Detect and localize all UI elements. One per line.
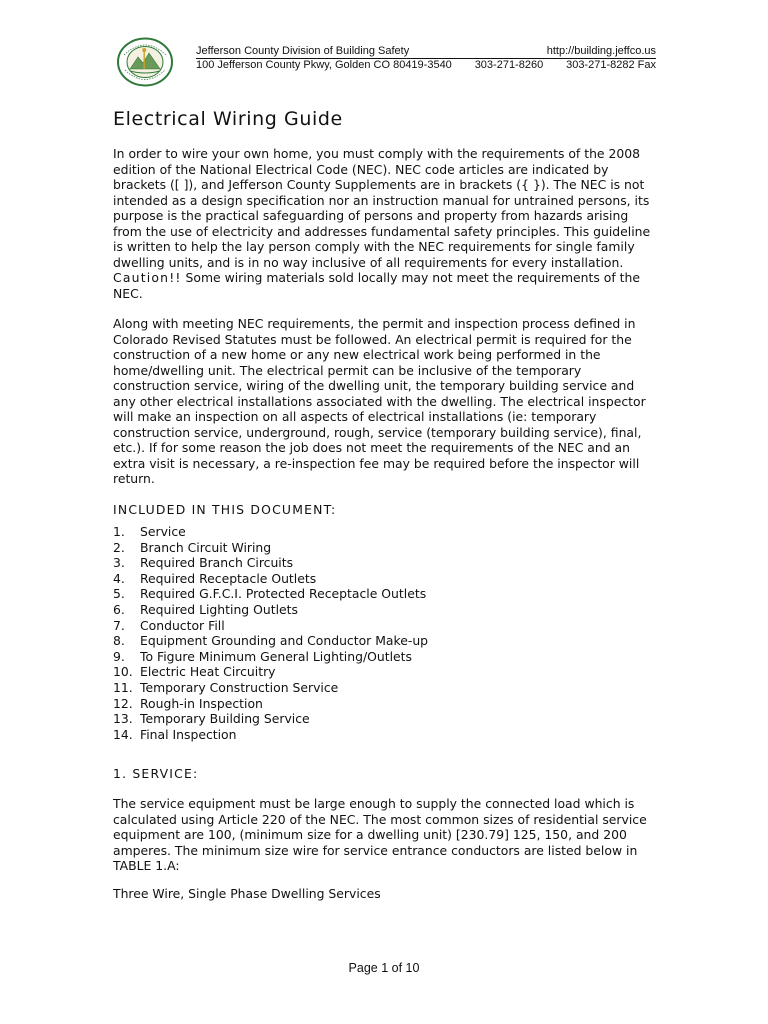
toc-item: 12. Rough-in Inspection — [113, 695, 263, 711]
caution-label: Caution!! — [113, 270, 182, 285]
toc-item: 1. Service — [113, 524, 186, 539]
toc-item: 4. Required Receptacle Outlets — [113, 570, 317, 586]
page-number: Page 1 of 10 — [348, 961, 420, 975]
toc-item: 14. Final Inspection — [113, 726, 237, 742]
toc-item: 6. Required Lighting Outlets — [113, 601, 298, 617]
phone-number: 303-271-8260 — [474, 59, 544, 71]
service-subheading: Three Wire, Single Phase Dwelling Services — [113, 886, 381, 901]
toc-item: 11. Temporary Construction Service — [113, 679, 339, 695]
intro-text: In order to wire your own home, you must comply with the requirements of the 2008 edition of the National Electrical Code (NEC). NEC code articles are indicated by brackets ([ ]), and Jefferson County Supplements are in brackets ({ }). The NEC is not intended as a design specification nor an instruction manual for untrained persons, its purpose is the practical safeguarding of persons and property from hazards arising from the use of electricity and addresses fundamental safety principles. This guideline is written to help the lay person comply with the NEC requirements for single family dwelling units, and is in no way inclusive of all requirements for every installation. — [113, 146, 651, 270]
fax-number: 303-271-8282 Fax — [566, 59, 656, 71]
county-seal-logo — [116, 37, 174, 87]
toc-item: 9. To Figure Minimum General Lighting/Outlets — [113, 648, 412, 664]
address: 100 Jefferson County Pkwy, Golden CO 80419-3540 — [196, 59, 452, 71]
toc-item: 5. Required G.F.C.I. Protected Receptacle Outlets — [113, 586, 427, 602]
toc-item: 2. Branch Circuit Wiring — [113, 539, 272, 555]
toc-item: 8. Equipment Grounding and Conductor Make-up — [113, 633, 429, 649]
permit-paragraph: Along with meeting NEC requirements, the permit and inspection process defined in Colorado Revised Statutes must be followed. An electrical permit is required for the construction of a new home or any new electrical work being performed in the home/dwelling unit. The electrical permit can be inclusive of the temporary construction service, wiring of the dwelling unit, the temporary building service and any other electrical installations associated with the dwelling. The electrical inspector will make an inspection on all aspects of electrical installations (ie: temporary construction service, underground, rough, service (temporary building service), final, etc.). If for some reason the job does not meet the requirements of the NEC and an extra visit is necessary, a re-inspection fee may be required before the inspector will return. — [113, 316, 646, 486]
intro-paragraph — [113, 146, 658, 301]
included-heading: INCLUDED IN THIS DOCUMENT: — [113, 502, 337, 517]
document-title: Electrical Wiring Guide — [113, 108, 343, 130]
toc-item: 7. Conductor Fill — [113, 617, 225, 633]
website-link[interactable]: http://building.jeffco.us — [546, 45, 656, 57]
service-heading: 1. SERVICE: — [113, 766, 199, 781]
table-of-contents — [113, 524, 428, 742]
toc-item: 3. Required Branch Circuits — [113, 555, 294, 571]
toc-item: 13. Temporary Building Service — [113, 711, 310, 727]
service-paragraph: The service equipment must be large enough to supply the connected load which is calculated using Article 220 of the NEC. The most common sizes of residential service equipment are 100, (minimum size for a dwelling unit) [230.79] 125, 150, and 200 amperes. The minimum size wire for service entrance conductors are listed below in TABLE 1.A: — [113, 796, 647, 873]
intro-text-end: Some wiring materials sold locally may not meet the requirements of the NEC. — [113, 270, 640, 301]
letterhead — [196, 45, 656, 72]
toc-item: 10. Electric Heat Circuitry — [113, 664, 276, 680]
organization-name: Jefferson County Division of Building Safety — [196, 45, 410, 57]
